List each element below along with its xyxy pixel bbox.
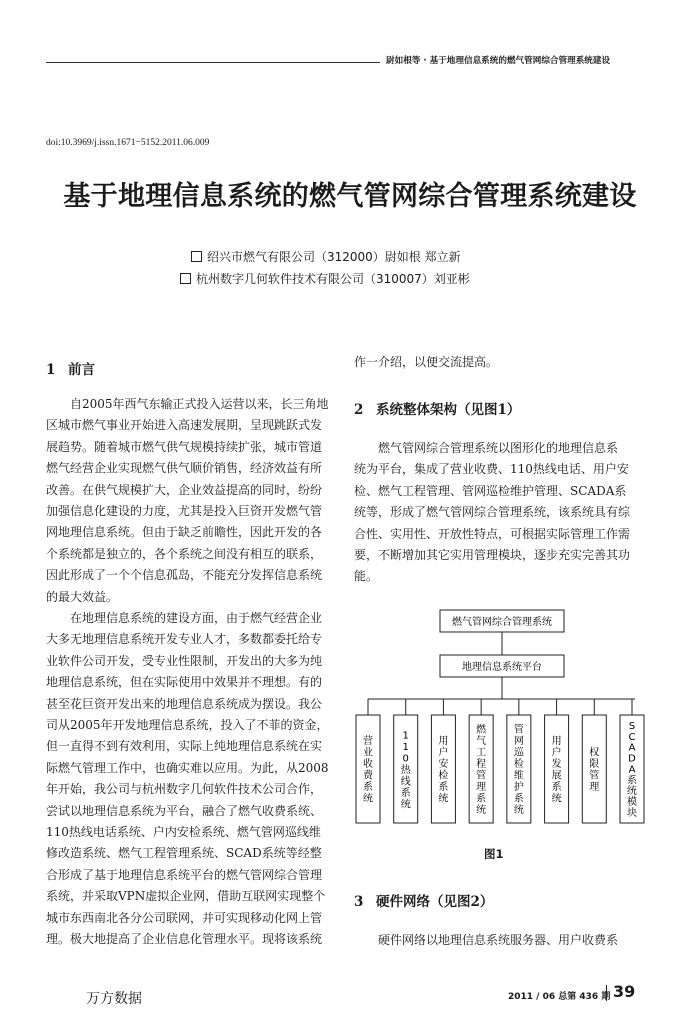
figure-1-caption: 图1 [484,847,504,861]
square-bullet-icon [191,251,202,262]
diagram-module-label: 燃气工程管理系统 [476,724,487,816]
hardware-paragraph: 硬件网络以地理信息系统服务器、用户收费系 [378,933,619,947]
article-title: 基于地理信息系统的燃气管网综合管理系统建设 [63,181,637,212]
issue-info: 2011 / 06 总第 436 期 [508,992,611,1002]
affiliation-2: 杭州数字几何软件技术有限公司（310007）刘亚彬 [180,270,470,287]
architecture-paragraph: 燃气管网综合管理系统以图形化的地理信息系 统为平台，集成了营业收费、110热线电话、用户安 检、燃气工程管理、管网巡检维护管理、SCADA系 统等，形成了燃气管网综合管理系统，该系统具有综 合性、实用性、开放性特点，可根据实际管理工作需 要，不断增加其它实用管理模块，逐步充实完善其功 能。 [354,441,631,584]
section-3-heading: 3 硬件网络（见图2） [354,894,494,910]
diagram-module-label: 1 1 0 热线系统 [400,730,411,811]
header-rule [46,62,380,63]
page-number: 39 [613,982,636,1001]
diagram-module-label: 用户安检系统 [438,736,449,805]
diagram-module-label: S C A D A 系统模块 [627,720,637,819]
diagram-top-label: 燃气管网综合管理系统 [452,617,552,628]
intro-paragraph-1: 自2005年西气东输正式投入运营以来，长三角地 区城市燃气事业开始进入高速发展期，呈现跳跃式发 展趋势。随着城市燃气供气规模持续扩张，城市管道 燃气经营企业实现燃气供气顺价销售，经济效益有所 改善。在供气规模扩大，企业效益提高的同时，纷纷 加强信息化建设的力度，尤其是投入巨资开发燃气管 网地理信息系统。但由于缺乏前瞻性，因此开发的各 个系统都是独立的，各个系统之间没有相互的联系， 因此形成了一个个信息孤岛，不能充分发挥信息系统 的最大效益。 [46,397,329,604]
section-1-heading: 1 前言 [46,362,95,378]
diagram-platform-label: 地理信息系统平台 [462,662,542,673]
running-title: 尉如根等 · 基于地理信息系统的燃气管网综合管理系统建设 [386,56,611,66]
intro-paragraph-continued: 作一介绍，以便交流提高。 [354,355,499,369]
diagram-module-label: 管网巡检维护系统 [513,724,524,816]
diagram-module-label: 权限管理 [589,747,600,793]
section-2-heading: 2 系统整体架构（见图1） [354,402,521,418]
diagram-module-label: 用户发展系统 [551,736,562,805]
footer-separator [606,985,607,1001]
affiliation-1: 绍兴市燃气有限公司（312000）尉如根 郑立新 [191,248,461,265]
wanfang-logo: 万方数据 [86,991,142,1007]
square-bullet-icon [180,273,191,284]
figure-1-diagram [352,600,648,840]
intro-paragraph-2: 在地理信息系统的建设方面，由于燃气经营企业 大多无地理信息系统开发专业人才，多数都委托给专 业软件公司开发，受专业性限制，开发出的大多为纯 地理信息系统，但在实际使用中效果并不理想。有的 甚至花巨资开发出来的地理信息系统成为摆设。我公 司从2005年开发地理信息系统，投入了不菲的资金， 但一直得不到有效利用，实际上纯地理信息系统在实 际燃气管理工作中，也确实难以应用。为此，从2008 年开始，我公司与杭州数字几何软件技术公司合作， 尝试以地理信息系统为平台，融合了燃气收费系统、 110热线电话系统、户内安检系统、燃气管网巡线维 修改造系统、燃气工程管理系统、SCAD系统等经整 合形成了基于地理信息系统平台的燃气管网综合管理 系统，并采取VPN虚拟企业网，借助互联网实现整个 城市东西南北各分公司联网，并可实现移动化网上管 理。极大地提高了企业信息化管理水平。现将该系统 [46,611,329,947]
diagram-module-label: 营业收费系统 [363,736,373,805]
doi: doi:10.3969/j.issn.1671−5152.2011.06.009 [46,138,210,148]
